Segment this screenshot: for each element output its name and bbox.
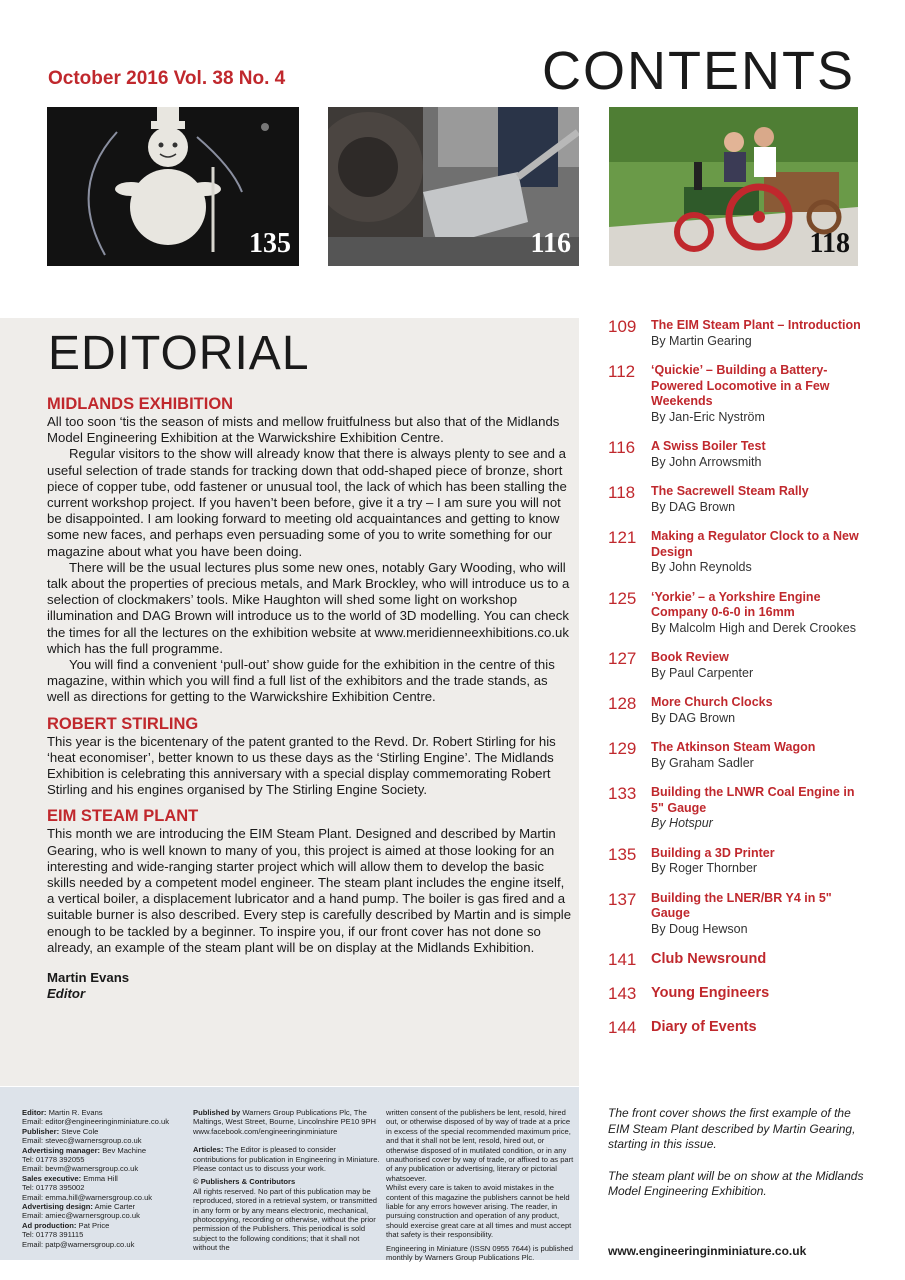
- contents-title: CONTENTS: [542, 41, 855, 101]
- toc-page: 133: [608, 784, 637, 803]
- snowman-photo: [47, 107, 299, 266]
- signature: [47, 970, 572, 1002]
- toc-page: 125: [608, 588, 637, 608]
- toc-page: 112: [608, 362, 636, 381]
- toc-page: 137: [608, 889, 637, 909]
- toc-author: By DAG Brown: [651, 710, 736, 725]
- paragraph: This month we are introducing the EIM Steam Plant. Designed and described by Martin Gearing, who is well known to many of you, this project is aimed at those looking for an interesting and wide-ranging starter project which will allow them to develop the basic skills needed by a competent model engineer. The steam plant includes the engine itself, a vertical boiler, a displacement lubricator and a hand pump. The boiler is gas fired and a suitable burner is also described. Every step is carefully described by Martin and is simple enough to be tackled by a beginner. To inspire you, if our front cover has not done so already, an example of the steam plant will be on display at the Midlands Exhibition.: [47, 826, 572, 955]
- cover-note-text: The steam plant will be on show at the Midlands Model Engineering Exhibition.: [608, 1168, 864, 1198]
- toc-title: A Swiss Boiler Test: [651, 439, 766, 453]
- toc-author: By Malcolm High and Derek Crookes: [651, 620, 856, 635]
- cover-note-text: The front cover shows the first example of the EIM Steam Plant described by Martin Gearing, starting in this issue.: [608, 1106, 856, 1151]
- photo-page-number: 116: [530, 228, 571, 259]
- toc-page: 118: [608, 483, 636, 502]
- paragraph: This year is the bicentenary of the patent granted to the Revd. Dr. Robert Stirling for his ‘heat economiser’, better known to us these days as the ‘Stirling Engine’. The Midlands Exhibition is celebrating this anniversary with a special display commemorating Robert Stirling and his engines organised by The Stirling Engine Society.: [47, 733, 556, 798]
- toc-item[interactable]: [608, 484, 870, 515]
- toc-item[interactable]: [608, 785, 870, 832]
- toc-item[interactable]: [608, 891, 870, 938]
- toc-item[interactable]: [608, 650, 870, 681]
- toc-author: By John Arrowsmith: [651, 454, 762, 469]
- toc-title: Club Newsround: [651, 951, 767, 967]
- toc-item[interactable]: [608, 1019, 870, 1036]
- toc-author: By DAG Brown: [651, 499, 736, 514]
- toc-title: Book Review: [651, 650, 729, 664]
- masthead-publisher: Published by Warners Group Publications Plc, The Maltings, West Street, Bourne, Lincolnshire PE10 9PH www.facebook.com/engineeringinminiature Articles: The Editor is pleased to consider contributions for publication in Engineering in Miniature. Please contact us to discuss your work. © Publishers & Contributors All rights reserved. No part of this publication may be reproduced, stored in a retrieval system, or transmitted in any form or by any means electronic, mechanical, photocopying, recording or otherwise, without the prior permission of the Publishers. This periodical is sold subject to the following conditions; that it shall not without the: [193, 1108, 380, 1253]
- website-link[interactable]: www.engineeringinminiature.co.uk: [608, 1244, 807, 1258]
- toc-author: By Martin Gearing: [651, 333, 752, 348]
- signature-name: Martin Evans: [47, 970, 130, 986]
- toc-author: By Roger Thornber: [651, 861, 758, 875]
- facebook-link[interactable]: www.facebook.com/engineeringinminiature: [193, 1126, 338, 1136]
- toc-page: 116: [608, 438, 636, 457]
- masthead-staff: Editor: Martin R. Evans Email: editor@engineeringinminiature.co.uk Publisher: Steve Cole Email: stevec@warnersgroup.co.uk Advertising manager: Bev Machine Tel: 01778 392055 Email: bevm@warnersgroup.co.uk Sales executive: Emma Hill Tel: 01778 395002 Email: emma.hill@warnersgroup.co.uk Advertising design: Amie Carter Email: amiec@warnersgroup.co.uk Ad production: Pat Price Tel: 01778 391115 Email: patp@warnersgroup.co.uk: [22, 1108, 170, 1249]
- toc-page: 144: [608, 1018, 637, 1037]
- toc-page: 109: [608, 317, 637, 336]
- toc-title: Building a 3D Printer: [651, 845, 775, 860]
- toc-author: By Hotspur: [651, 816, 713, 830]
- toc-title: More Church Clocks: [651, 695, 773, 709]
- toc-item[interactable]: [608, 590, 870, 637]
- paragraph: All too soon ‘tis the season of mists and mellow fruitfulness but also that of the Midlands Model Engineering Exhibition at the Warwickshire Exhibition Centre.: [47, 414, 560, 446]
- toc-item[interactable]: [608, 985, 870, 1002]
- toc-item[interactable]: [608, 529, 870, 576]
- toc-page: 121: [608, 528, 637, 547]
- shovel-photo: [328, 107, 579, 266]
- toc-author: By John Reynolds: [651, 560, 752, 574]
- toc-title: Young Engineers: [651, 985, 770, 1001]
- paragraph: There will be the usual lectures plus some new ones, notably Gary Wooding, who will talk about the properties of precious metals, and Mark Brockley, who will introduce us to a selection of clockmakers’ tools. Mike Haughton will shed some light on workshop illumination and DAG Brown will introduce us to the world of 3D modelling. You can check the times for all the lectures on the exhibition website at www.meridienneexhibitions.co.uk which has the full programme.: [47, 559, 570, 656]
- toc-title: The Sacrewell Steam Rally: [651, 484, 809, 498]
- issue-line: October 2016 Vol. 38 No. 4: [48, 68, 286, 89]
- section-heading: ROBERT STIRLING: [47, 714, 199, 733]
- toc-author: By Paul Carpenter: [651, 665, 754, 680]
- toc-page: 141: [608, 950, 637, 969]
- toc-author: By Jan-Eric Nyström: [651, 409, 765, 424]
- toc-item[interactable]: [608, 363, 870, 425]
- photo-page-number: 135: [249, 228, 291, 259]
- toc-title: Building the LNWR Coal Engine in 5" Gauge: [651, 785, 855, 815]
- toc-item[interactable]: [608, 318, 870, 349]
- traction-engine-photo: [609, 107, 858, 266]
- section-heading: MIDLANDS EXHIBITION: [47, 395, 234, 413]
- toc-title: Diary of Events: [651, 1019, 757, 1035]
- paragraph: You will find a convenient ‘pull-out’ show guide for the exhibition in the centre of this magazine, within which you will find a full list of the exhibitors and the trade stands, as well as directions for getting to the Warwickshire Exhibition Centre.: [47, 657, 555, 705]
- toc-item[interactable]: [608, 740, 870, 771]
- signature-role: Editor: [47, 986, 86, 1002]
- section-heading: EIM STEAM PLANT: [47, 807, 199, 826]
- toc-title: ‘Yorkie’ – a Yorkshire Engine Company 0-6-0 in 16mm: [651, 589, 821, 619]
- paragraph: Regular visitors to the show will already know that there is always plenty to see and a useful selection of trade stands for tracking down that odd-shaped piece of bronze, short piece of copper tube, odd fastener or unusual tool, the lack of which has been stalling the current workshop project. If you haven’t been before, give it a try – I am sure you will not be disappointed. I am looking forward to meeting old acquaintances and getting to know some new faces, and perhaps even persuading some of you to write something for our magazine about what you have been doing.: [47, 446, 567, 559]
- toc-page: 135: [608, 844, 637, 864]
- editorial-body: [47, 394, 572, 1003]
- toc-item[interactable]: [608, 695, 870, 726]
- toc-title: ‘Quickie’ – Building a Battery-Powered Locomotive in a Few Weekends: [651, 363, 830, 408]
- toc-title: The Atkinson Steam Wagon: [651, 740, 816, 754]
- toc-title: The EIM Steam Plant – Introduction: [651, 318, 861, 332]
- photo-page-number: 118: [809, 228, 850, 259]
- toc-item[interactable]: [608, 951, 870, 968]
- masthead-legal: written consent of the publishers be lent, resold, hired out, or otherwise disposed of by way of trade at a price in excess of the special recommended maximum price, and that it shall not be lent, resold, hired out, or otherwise disposed of in mutilated condition, or in any unauthorised cover by way of trade, or affixed to as part of any publication or advertising, literary or pictorial whatsoever. Whilst every care is taken to avoid mistakes in the content of this magazine the publishers cannot be held liable for any errors however arising. The reader, in pursuing construction and operation of any product, should exercise great care at all times and must accept that safety is their responsibility. Engineering in Miniature (ISSN 0955 7644) is published monthly by Warners Group Publications Plc.: [386, 1108, 574, 1263]
- toc-page: 128: [608, 694, 637, 713]
- toc-item[interactable]: [608, 439, 870, 470]
- toc-author: By Graham Sadler: [651, 755, 754, 770]
- toc-author: By Doug Hewson: [651, 921, 748, 936]
- table-of-contents: [608, 318, 870, 1053]
- toc-item[interactable]: [608, 846, 870, 877]
- toc-page: 143: [608, 984, 637, 1003]
- editorial-title: EDITORIAL: [48, 327, 310, 380]
- toc-title: Making a Regulator Clock to a New Design: [651, 529, 859, 559]
- toc-title: Building the LNER/BR Y4 in 5" Gauge: [651, 890, 832, 920]
- toc-page: 129: [608, 739, 637, 758]
- cover-note: [608, 1106, 870, 1200]
- toc-page: 127: [608, 649, 637, 668]
